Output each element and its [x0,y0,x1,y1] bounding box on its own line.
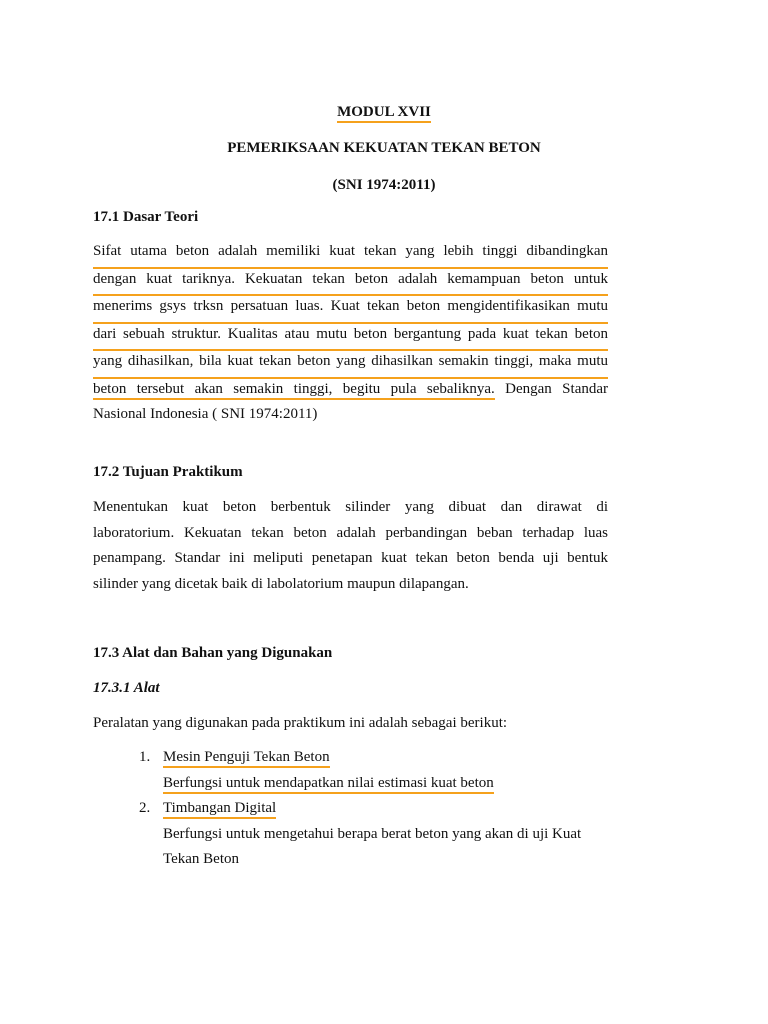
paragraph-line: Sifat utama beton adalah memiliki kuat tekan yang lebih tinggi dibandingkan [93,241,608,269]
section-heading-alat-bahan: 17.3 Alat dan Bahan yang Digunakan [93,645,333,661]
subsection-heading-alat: 17.3.1 Alat [93,680,160,696]
highlighted-text: beton tersebut akan semakin tinggi, begitu pula sebaliknya. [93,381,495,400]
list-number: 1. [139,749,151,765]
paragraph-line: dengan kuat tariknya. Kekuatan tekan beton adalah kemampuan beton untuk [93,269,608,297]
paragraph-text: Dengan Standar [494,380,609,397]
paragraph-tujuan-praktikum [93,497,608,599]
equipment-name: Mesin Penguji Tekan Beton [163,749,330,768]
list-intro: Peralatan yang digunakan pada praktikum ini adalah sebagai berikut: [93,715,508,731]
list-item [93,747,613,798]
modul-title: MODUL XVII [337,104,431,123]
section-heading-dasar-teori: 17.1 Dasar Teori [93,209,199,225]
equipment-list [93,747,613,875]
paragraph-line: Nasional Indonesia ( SNI 1974:2011) [93,406,318,422]
paragraph-line: laboratorium. Kekuatan tekan beton adalah perbandingan beban terhadap luas [93,524,608,541]
section-heading-tujuan-praktikum: 17.2 Tujuan Praktikum [93,464,243,480]
paragraph-line [93,379,608,405]
standard-reference: (SNI 1974:2011) [332,177,436,193]
paragraph-line: Menentukan kuat beton berbentuk silinder yang dibuat dan dirawat di [93,499,608,515]
list-number: 2. [139,800,151,816]
paragraph-line: menerims gsys trksn persatuan luas. Kuat tekan beton mengidentifikasikan mutu [93,296,608,324]
paragraph-dasar-teori [93,241,608,430]
equipment-description: Tekan Beton [163,851,240,867]
list-item [93,798,613,875]
paragraph-line: penampang. Standar ini meliputi penetapan kuat tekan beton benda uji bentuk [93,550,608,566]
equipment-description: Berfungsi untuk mengetahui berapa berat beton yang akan di uji Kuat [163,825,582,842]
equipment-description: Berfungsi untuk mendapatkan nilai estimasi kuat beton [163,775,494,794]
paragraph-line: yang dihasilkan, bila kuat tekan beton yang dihasilkan semakin tinggi, maka mutu [93,351,608,379]
document-title: PEMERIKSAAN KEKUATAN TEKAN BETON [227,140,541,156]
equipment-name: Timbangan Digital [163,800,276,819]
paragraph-line: silinder yang dicetak baik di labolatorium maupun dilapangan. [93,575,469,592]
paragraph-line: dari sebuah struktur. Kualitas atau mutu beton bergantung pada kuat tekan beton [93,324,608,352]
